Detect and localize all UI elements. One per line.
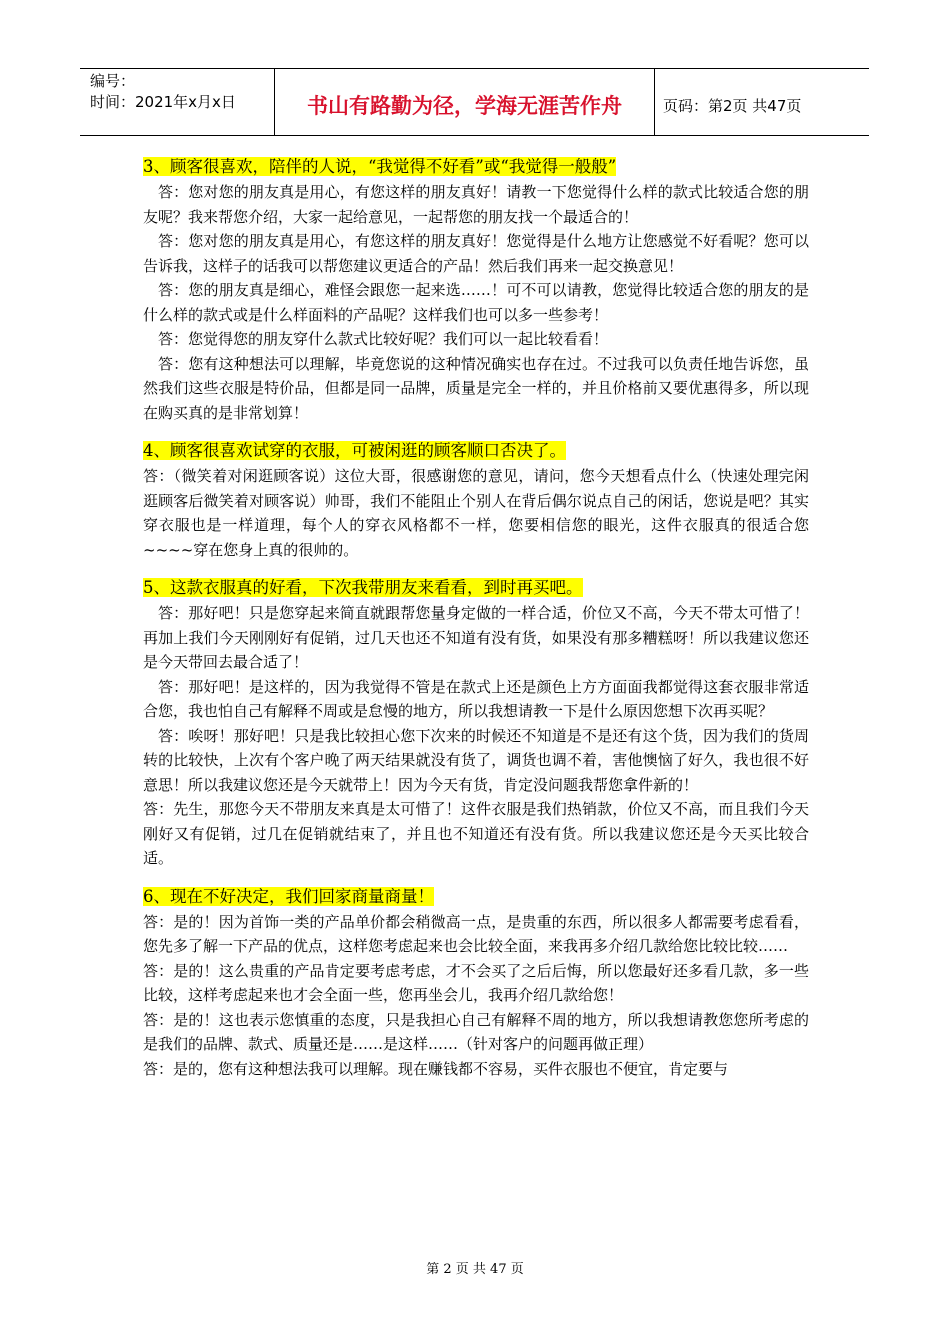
section-3 [143,154,809,425]
time-label: 时间：2021年x月x日 [90,93,236,111]
header-page-code: 页码：第2页 共47页 [663,96,802,115]
section-6 [143,884,809,1082]
page-header [80,68,869,136]
section-title: 5、这款衣服真的好看，下次我带朋友来看看，到时再买吧。 [143,578,583,597]
section-title: 6、现在不好决定，我们回家商量商量！ [143,886,434,906]
number-label: 编号： [90,72,136,90]
section-4 [143,438,809,562]
answer-paragraph: 答：那好吧！只是您穿起来简直就跟帮您量身定做的一样合适，价位又不高，今天不带太可惜了！再加上我们今天刚刚好有促销，过几天也还不知道有没有货，如果没有那多糟糕呀！所以我建议您还是今天带回去最合适了！ [143,604,809,671]
section-title: 3、顾客很喜欢，陪伴的人说，“我觉得不好看”或“我觉得一般般” [143,157,617,176]
answer-paragraph: 答：您对您的朋友真是用心，有您这样的朋友真好！您觉得是什么地方让您感觉不好看呢？您可以告诉我，这样子的话我可以帮您建议更适合的产品！然后我们再来一起交换意见！ [143,232,809,275]
answer-paragraph: 答：（微笑着对闲逛顾客说）这位大哥，很感谢您的意见，请问，您今天想看点什么（快速处理完闲逛顾客后微笑着对顾客说）帅哥，我们不能阻止个别人在背后偶尔说点自己的闲话，您说是吧？其实穿衣服也是一样道理，每个人的穿衣风格都不一样，您要相信您的眼光，这件衣服真的很适合您~~~~穿在您身上真的很帅的。 [143,467,809,559]
page-footer: 第 2 页 共 47 页 [426,1262,524,1277]
header-motto: 书山有路勤为径，学海无涯苦作舟 [275,69,655,135]
section-5 [143,575,809,871]
answer-paragraph: 答：您的朋友真是细心，难怪会跟您一起来选……！可不可以请教，您觉得比较适合您的朋友的是什么样的款式或是什么样面料的产品呢？这样我们也可以多一些参考！ [143,281,809,324]
answer-paragraph: 答：是的！这么贵重的产品肯定要考虑考虑，才不会买了之后后悔，所以您最好还多看几款，多一些比较，这样考虑起来也才会全面一些，您再坐会儿，我再介绍几款给您！ [143,961,809,1004]
section-title: 4、顾客很喜欢试穿的衣服，可被闲逛的顾客顺口否决了。 [143,441,566,460]
header-meta [80,69,275,135]
answer-paragraph: 答：那好吧！是这样的，因为我觉得不管是在款式上还是颜色上方方面面我都觉得这套衣服非常适合您，我也怕自己有解释不周或是怠慢的地方，所以我想请教一下是什么原因您想下次再买呢？ [143,677,809,720]
answer-paragraph: 答：是的！因为首饰一类的产品单价都会稍微高一点，是贵重的东西，所以很多人都需要考虑看看，您先多了解一下产品的优点，这样您考虑起来也会比较全面，来我再多介绍几款给您比较比较…… [143,912,809,955]
answer-paragraph: 答：是的，您有这种想法我可以理解。现在赚钱都不容易，买件衣服也不便宜，肯定要与 [143,1059,729,1078]
answer-paragraph: 答：您对您的朋友真是用心，有您这样的朋友真好！请教一下您觉得什么样的款式比较适合您的朋友呢？我来帮您介绍，大家一起给意见，一起帮您的朋友找一个最适合的！ [143,183,809,226]
answer-paragraph: 答：您觉得您的朋友穿什么款式比较好呢？我们可以一起比较看看！ [158,330,609,348]
answer-paragraph: 答：您有这种想法可以理解，毕竟您说的这种情况确实也存在过。不过我可以负责任地告诉您，虽然我们这些衣服是特价品，但都是同一品牌，质量是完全一样的，并且价格前又要优惠得多，所以现在购买真的是非常划算！ [143,354,809,422]
answer-paragraph: 答：先生，那您今天不带朋友来真是太可惜了！这件衣服是我们热销款，价位又不高，而且我们今天刚好又有促销，过几在促销就结束了，并且也不知道还有没有货。所以我建议您还是今天买比较合适。 [143,800,809,867]
document-body [143,154,809,1094]
answer-paragraph: 答：唉呀！那好吧！只是我比较担心您下次来的时候还不知道是不是还有这个货，因为我们的货周转的比较快，上次有个客户晚了两天结果就没有货了，调货也调不着，害他懊恼了好久，我也很不好意思！所以我建议您还是今天就带上！因为今天有货，肯定没问题我帮您拿件新的！ [143,726,809,794]
answer-paragraph: 答：是的！这也表示您慎重的态度，只是我担心自己有解释不周的地方，所以我想请教您您所考虑的是我们的品牌、款式、质量还是……是这样……（针对客户的问题再做正理） [143,1010,809,1053]
